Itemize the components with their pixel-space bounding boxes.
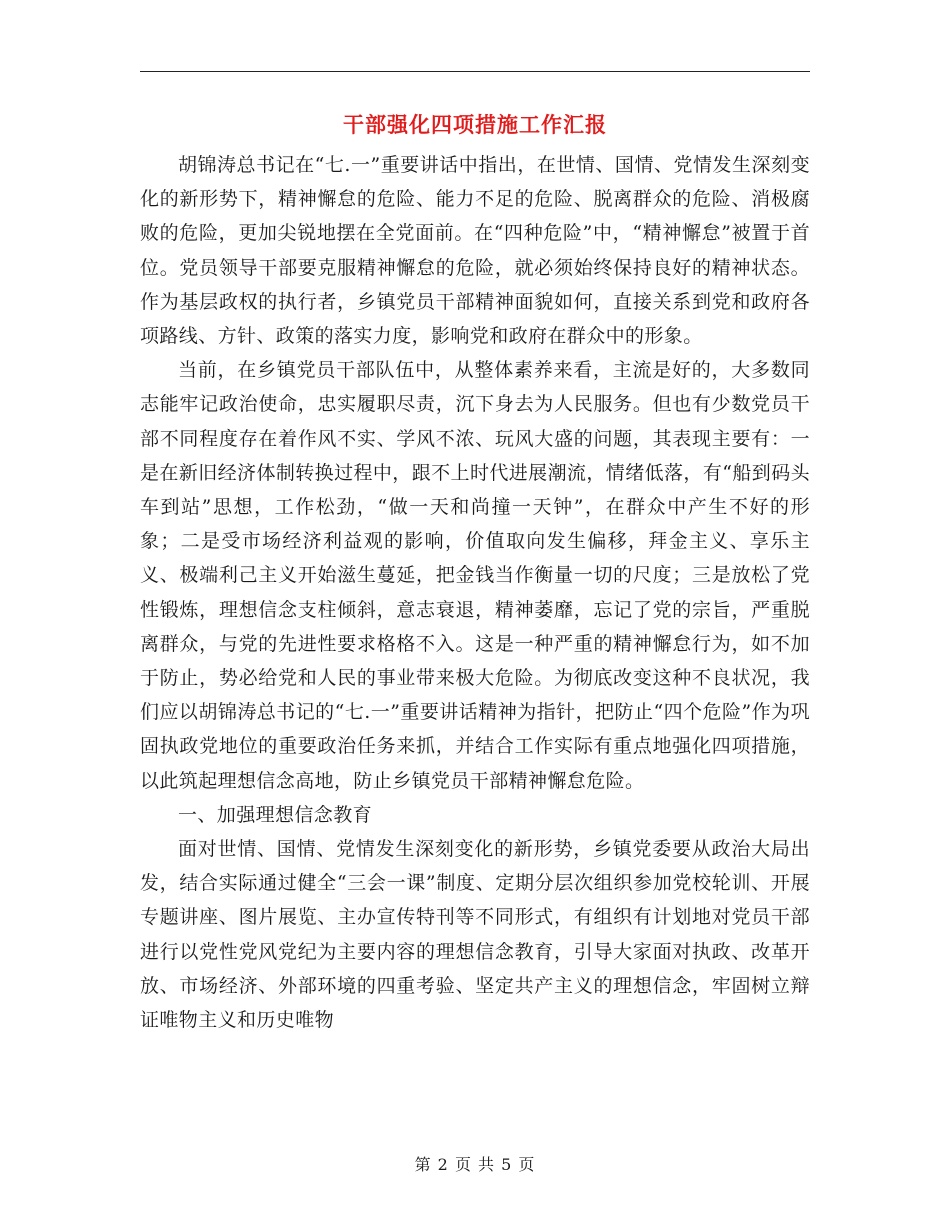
section-paragraph: 面对世情、国情、党情发生深刻变化的新形势，乡镇党委要从政治大局出发，结合实际通过健全“三会一课”制度、定期分层次组织参加党校轮训、开展专题讲座、图片展览、主办宣传特刊等不同形式，有组织有计划地对党员干部进行以党性党风党纪为主要内容的理想信念教育，引导大家面对执政、改革开放、市场经济、外部环境的四重考验、坚定共产主义的理想信念，牢固树立辩证唯物主义和历史唯物 — [140, 838, 810, 1032]
document-title: 干部强化四项措施工作汇报 — [343, 113, 607, 137]
page-number: 第 2 页 共 5 页 — [414, 1155, 536, 1174]
paragraph-2: 当前，在乡镇党员干部队伍中，从整体素养来看，主流是好的，大多数同志能牢记政治使命，忠实履职尽责，沉下身去为人民服务。但也有少数党员干部不同程度存在着作风不实、学风不浓、玩风大盛的问题，其表现主要有：一是在新旧经济体制转换过程中，跟不上时代进展潮流，情绪低落，有“船到码头车到站”思想，工作松劲，“做一天和尚撞一天钟”，在群众中产生不好的形象；二是受市场经济利益观的影响，价值取向发生偏移，拜金主义、享乐主义、极端利己主义开始滋生蔓延，把金钱当作衡量一切的尺度；三是放松了党性锻炼，理想信念支柱倾斜，意志衰退，精神萎靡，忘记了党的宗旨，严重脱离群众，与党的先进性要求格格不入。这是一种严重的精神懈怠行为，如不加于防止，势必给党和人民的事业带来极大危险。为彻底改变这种不良状况，我们应以胡锦涛总书记的“七.一”重要讲话精神为指针，把防止“四个危险”作为巩固执政党地位的重要政治任务来抓，并结合工作实际有重点地强化四项措施，以此筑起理想信念高地，防止乡镇党员干部精神懈怠危险。 — [140, 359, 810, 792]
header-rule — [140, 71, 810, 72]
paragraph-1: 胡锦涛总书记在“七.一”重要讲话中指出，在世情、国情、党情发生深刻变化的新形势下，精神懈怠的危险、能力不足的危险、脱离群众的危险、消极腐败的危险，更加尖锐地摆在全党面前。在“四种危险”中，“精神懈怠”被置于首位。党员领导干部要克服精神懈怠的危险，就必须始终保持良好的精神状态。作为基层政权的执行者，乡镇党员干部精神面貌如何，直接关系到党和政府各项路线、方针、政策的落实力度，影响党和政府在群众中的形象。 — [140, 154, 810, 348]
document-body — [140, 148, 810, 1037]
section-heading: 一、加强理想信念教育 — [178, 803, 373, 826]
